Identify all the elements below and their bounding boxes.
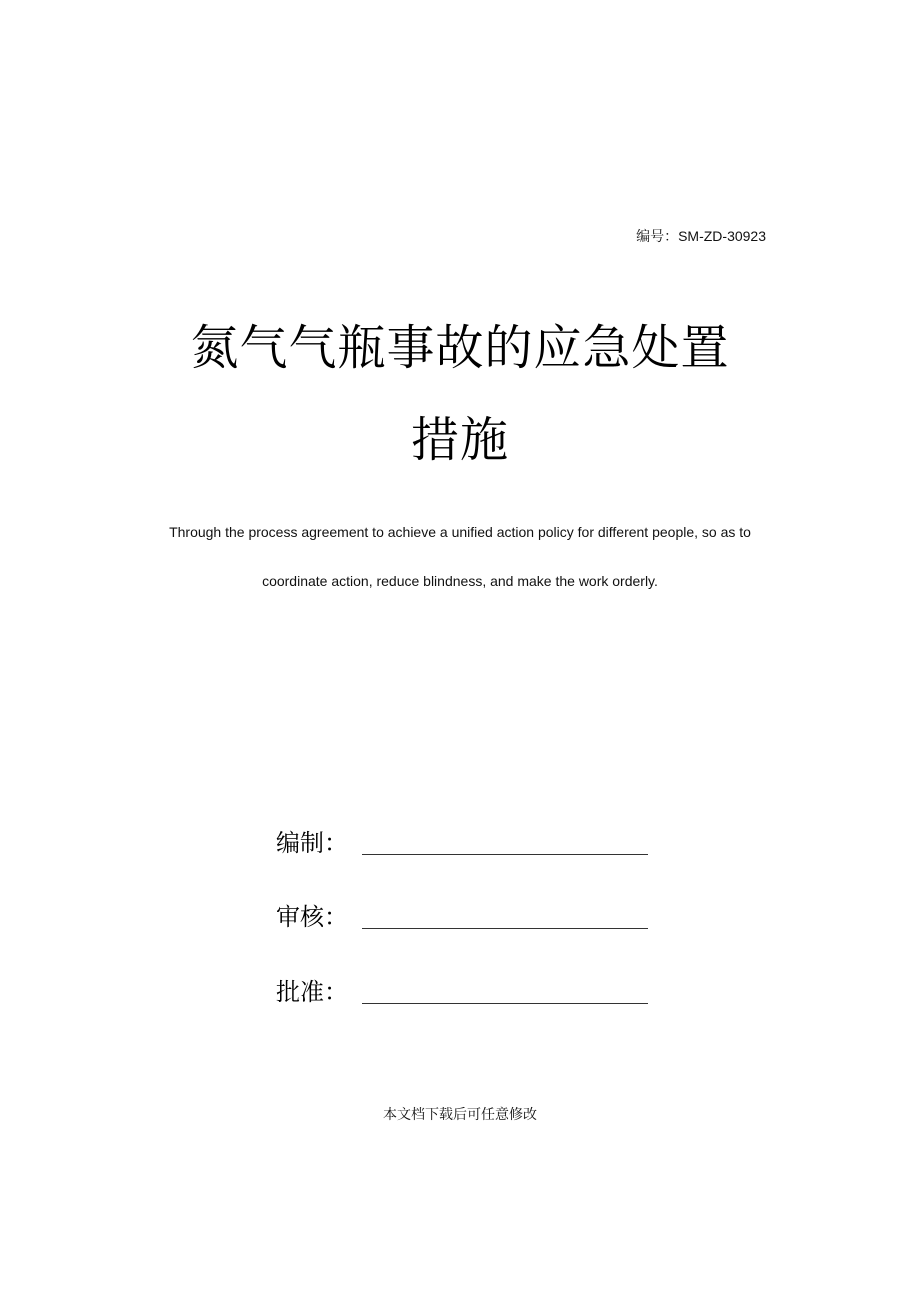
signature-row-approved (276, 975, 656, 1015)
signature-line-prepared (362, 854, 648, 855)
signature-label-prepared: 编制： (276, 829, 348, 857)
title-line-2: 措施 (410, 412, 509, 468)
signature-row-reviewed (276, 900, 656, 940)
subtitle-line-2: coordinate action, reduce blindness, and make the work orderly. (262, 573, 658, 589)
document-subtitle (0, 522, 920, 591)
subtitle-line-1: Through the process agreement to achieve a unified action policy for different people, so as to (169, 524, 751, 540)
footer-note: 本文档下载后可任意修改 (383, 1107, 537, 1123)
signature-row-prepared (276, 826, 656, 866)
document-number: 编号：SM-ZD-30923 (636, 228, 766, 244)
signature-label-approved: 批准： (276, 978, 348, 1006)
document-title (0, 318, 920, 470)
signature-line-approved (362, 1003, 648, 1004)
title-line-1: 氮气气瓶事故的应急处置 (190, 320, 730, 376)
signature-label-reviewed: 审核： (276, 903, 348, 931)
signature-line-reviewed (362, 928, 648, 929)
